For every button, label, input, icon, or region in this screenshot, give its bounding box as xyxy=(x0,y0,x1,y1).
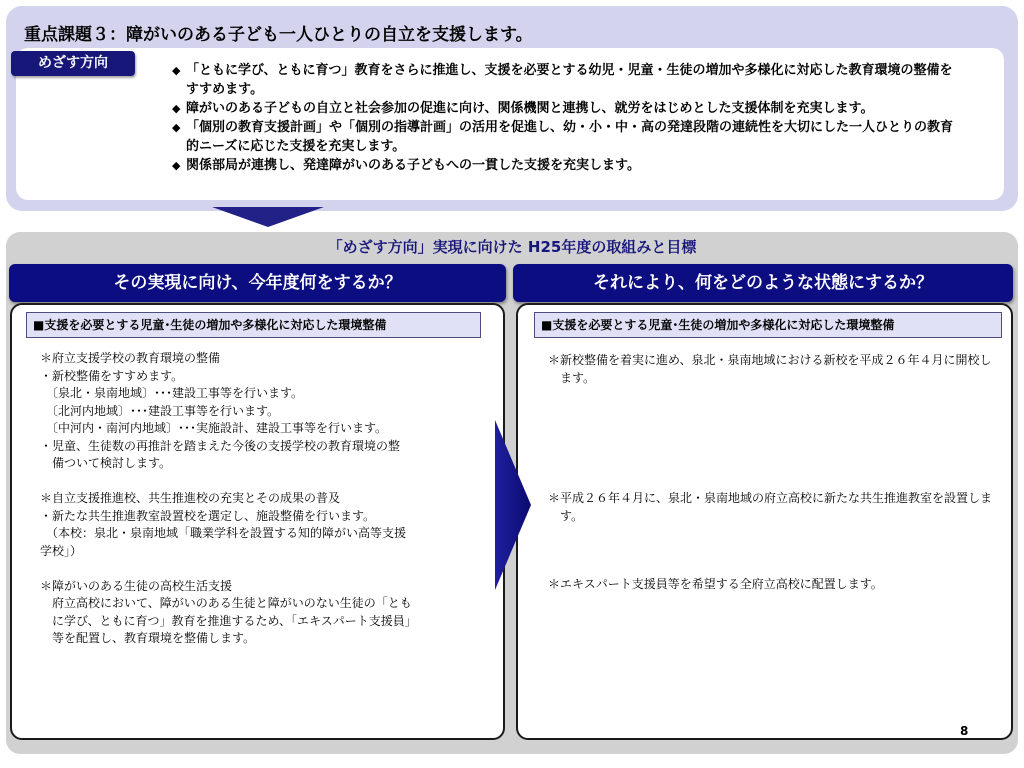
mezasu-label: めざす方向 xyxy=(11,51,135,76)
goal-item: ◆ 障がいのある子どもの自立と社会参加の促進に向け、関係機関と連携し、就労をはじめとした支援体制を充実します。 xyxy=(172,99,962,118)
text-line: 等を配置し、教育環境を整備します。 xyxy=(40,631,256,645)
left-column-header: その実現に向け、今年度何をするか？ xyxy=(9,264,506,302)
right-item: ＊エキスパート支援員等を希望する全府立高校に配置します。 xyxy=(548,577,883,591)
left-subheading: ■支援を必要とする児童･生徒の増加や多様化に対応した環境整備 xyxy=(26,312,481,338)
text-line: に学び、ともに育つ」教育を推進するため、「エキスパート支援員」 xyxy=(40,613,417,628)
text-line: 〔北河内地域〕･･･建設工事等を行います。 xyxy=(40,403,280,418)
text-line: ＊障がいのある生徒の高校生活支援 xyxy=(40,578,233,593)
goal-item: ◆ 関係部局が連携し、発達障がいのある子どもへの一貫した支援を充実します。 xyxy=(172,156,962,175)
text-line: （本校：泉北・泉南地域「職業学科を設置する知的障がい高等支援 xyxy=(40,526,407,540)
text-line: ＊府立支援学校の教育環境の整備 xyxy=(40,351,221,365)
right-subheading: ■支援を必要とする児童･生徒の増加や多様化に対応した環境整備 xyxy=(534,312,1002,338)
right-item: ＊平成２６年４月に、泉北・泉南地域の府立高校に新たな共生推進教室を設置します。 xyxy=(548,491,993,523)
text-line: ＊自立支援推進校、共生推進校の充実とその成果の普及 xyxy=(40,491,341,505)
text-line: 備ついて検討します。 xyxy=(40,456,172,470)
right-column-header: それにより、何をどのような状態にするか？ xyxy=(513,264,1013,302)
text-line: ・新たな共生推進教室設置校を選定し、施設整備を行います。 xyxy=(40,508,376,523)
page-number: 8 xyxy=(960,724,969,738)
spacer xyxy=(40,560,480,578)
goal-item: ◆ 「ともに学び、ともに育つ」教育をさらに推進し、支援を必要とする幼児・児童・生徒の増加や多様化に対応した教育環境の整備をすすめます。 xyxy=(172,61,962,99)
text-line: 学校」） xyxy=(40,543,83,558)
down-arrow-icon xyxy=(212,207,324,227)
page-title: 重点課題３：障がいのある子ども一人ひとりの自立を支援します。 xyxy=(24,25,533,45)
right-arrow-icon xyxy=(493,420,533,590)
left-column-text xyxy=(40,350,480,648)
goal-item: ◆ 「個別の教育支援計画」や「個別の指導計画」の活用を促進し、幼・小・中・高の発達段階の連続性を大切にした一人ひとりの教育的ニーズに応じた支援を充実します。 xyxy=(172,118,962,156)
text-line: 府立高校において、障がいのある生徒と障がいのない生徒の「とも xyxy=(40,596,412,610)
text-line: 〔泉北・泉南地域〕･･･建設工事等を行います。 xyxy=(40,386,304,400)
text-line: ・新校整備をすすめます。 xyxy=(40,368,184,383)
text-line: ・児童、生徒数の再推計を踏まえた今後の支援学校の教育環境の整 xyxy=(40,438,401,453)
spacer xyxy=(40,473,480,491)
text-line: 〔中河内・南河内地域〕･･･実施設計、建設工事等を行います。 xyxy=(40,421,388,435)
section-heading: 「めざす方向」実現に向けた H25年度の取組みと目標 xyxy=(327,238,697,256)
goals-list xyxy=(172,61,962,175)
right-item: ＊新校整備を着実に進め、泉北・泉南地域における新校を平成２６年４月に開校します。 xyxy=(548,353,992,385)
